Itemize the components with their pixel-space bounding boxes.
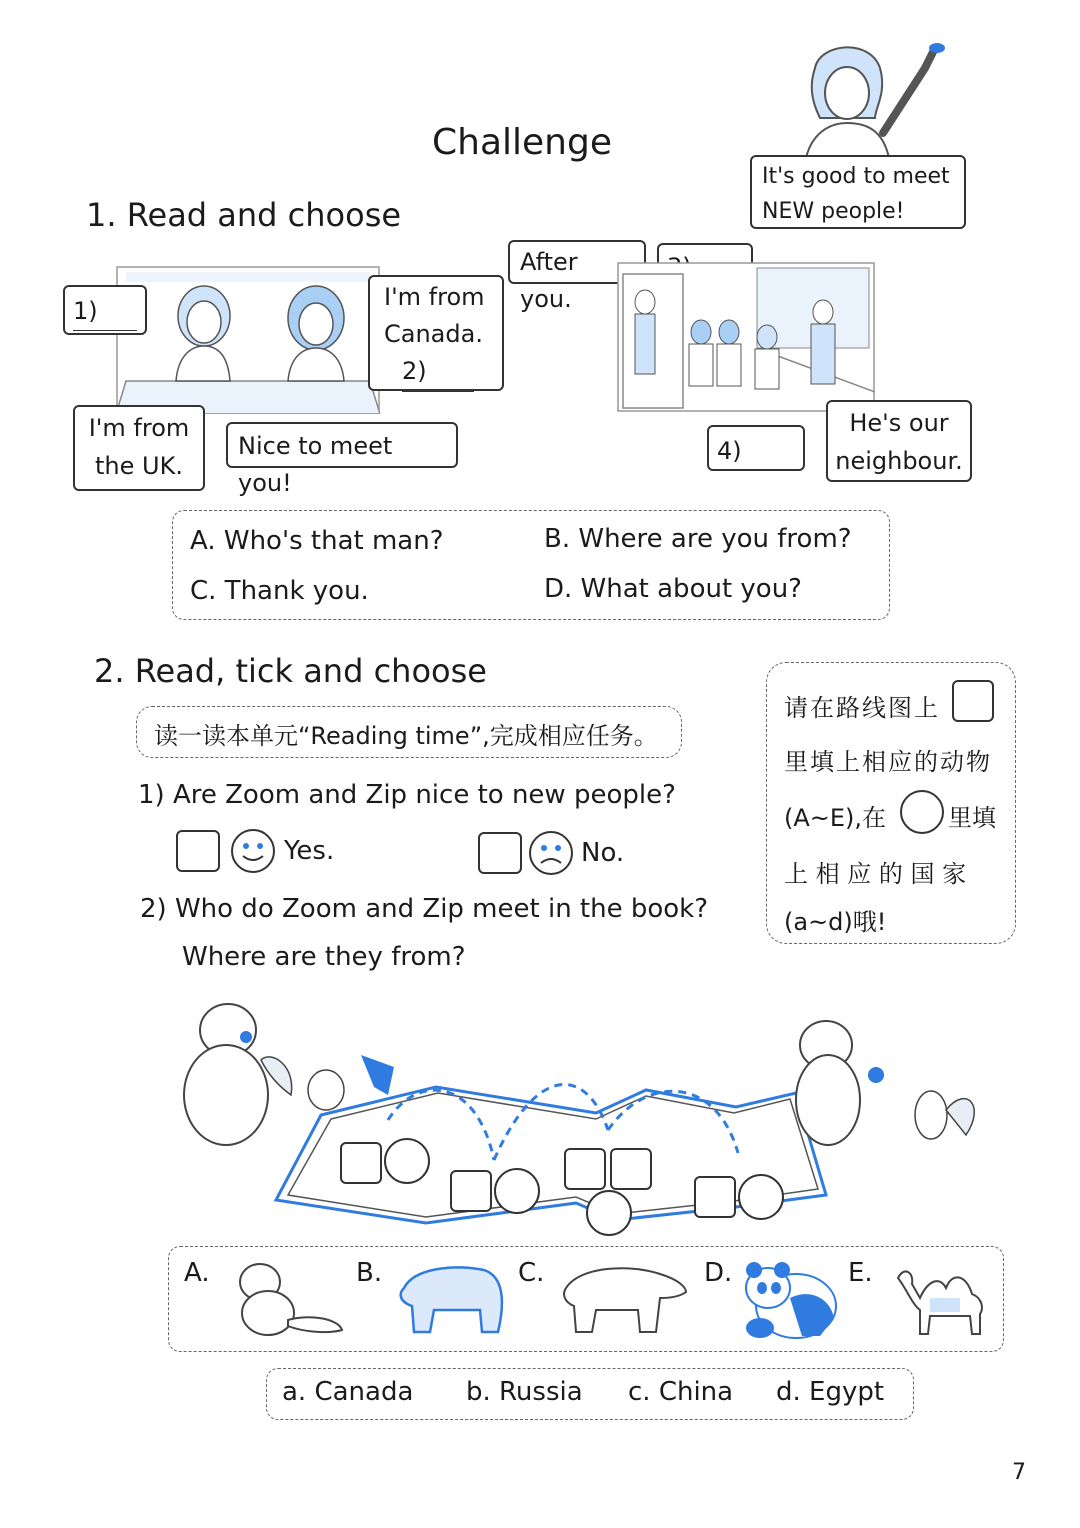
country-d: d. Egypt [776, 1377, 885, 1407]
speech-bubble-after-you: After you. [508, 240, 646, 284]
no-label: No. [581, 838, 625, 868]
animal-label-c: C. [518, 1258, 545, 1288]
map-circle-3[interactable] [586, 1190, 632, 1236]
animal-label-d: D. [704, 1258, 733, 1288]
speech-bubble-nice-to-meet: Nice to meet you! [226, 422, 458, 468]
note-line-1: 请在路线图上 [784, 694, 940, 722]
smile-face-icon [230, 828, 276, 874]
question-2-line-2: Where are they from? [182, 942, 466, 972]
speech-bubble-1: 1) [63, 285, 147, 335]
animal-label-b: B. [356, 1258, 383, 1288]
animal-label-a: A. [184, 1258, 210, 1288]
note-square-icon [952, 680, 994, 722]
note-line-3b: 里填 [948, 804, 996, 832]
option-d: D. What about you? [544, 574, 802, 604]
speech-bubble-uk: I'm from the UK. [73, 405, 205, 491]
polar-bear-icon [560, 1258, 690, 1338]
map-square-3[interactable] [564, 1148, 606, 1190]
speech-bubble-good-to-meet: It's good to meet NEW people! [750, 155, 966, 229]
section2-heading: 2. Read, tick and choose [94, 652, 487, 690]
map-square-5[interactable] [694, 1176, 736, 1218]
country-c: c. China [628, 1377, 734, 1407]
question-2: 2) Who do Zoom and Zip meet in the book? [140, 894, 709, 924]
yes-label: Yes. [284, 836, 335, 866]
note-line-2: 里填上相应的动物 [784, 748, 992, 776]
map-circle-2[interactable] [494, 1168, 540, 1214]
sad-face-icon [528, 830, 574, 876]
instruction-text: 读一读本单元“Reading time”,完成相应任务。 [154, 722, 658, 750]
squirrel-right-illustration [915, 1091, 974, 1139]
map-square-1[interactable] [340, 1142, 382, 1184]
map-square-2[interactable] [450, 1170, 492, 1212]
section1-heading: 1. Read and choose [86, 196, 402, 234]
panda-icon [740, 1258, 840, 1340]
girl-illustration [775, 38, 975, 163]
start-flag-icon [361, 1055, 394, 1095]
note-line-3a: (A~E),在 [784, 804, 887, 832]
bear-left-illustration [184, 1004, 268, 1145]
speech-bubble-4: 4) [707, 425, 805, 471]
question-1: 1) Are Zoom and Zip nice to new people? [138, 780, 676, 810]
map-circle-1[interactable] [384, 1138, 430, 1184]
option-c: C. Thank you. [190, 576, 369, 606]
camel-icon [890, 1258, 994, 1338]
speech-bubble-neighbour: He's our neighbour. [826, 400, 972, 482]
map-circle-4[interactable] [738, 1174, 784, 1220]
neighbour-scene-illustration [617, 262, 875, 412]
yes-checkbox[interactable] [176, 830, 220, 872]
no-checkbox[interactable] [478, 832, 522, 874]
speech-bubble-canada: I'm from Canada. 2) [368, 275, 504, 391]
note-circle-icon [900, 790, 944, 834]
country-a: a. Canada [282, 1377, 414, 1407]
page-number: 7 [1012, 1460, 1026, 1485]
page-title: Challenge [432, 122, 612, 163]
option-a: A. Who's that man? [190, 526, 444, 556]
note-line-5: (a~d)哦! [784, 908, 887, 936]
map-square-4[interactable] [610, 1148, 652, 1190]
squirrel-left-illustration [261, 1057, 344, 1110]
girls-meeting-illustration [116, 266, 380, 414]
note-line-4: 上 相 应 的 国 家 [784, 860, 967, 888]
beaver-icon [228, 1258, 344, 1338]
animal-label-e: E. [848, 1258, 873, 1288]
country-b: b. Russia [466, 1377, 583, 1407]
bear-right-illustration [796, 1021, 884, 1145]
option-b: B. Where are you from? [544, 524, 852, 554]
brown-bear-icon [394, 1258, 510, 1338]
